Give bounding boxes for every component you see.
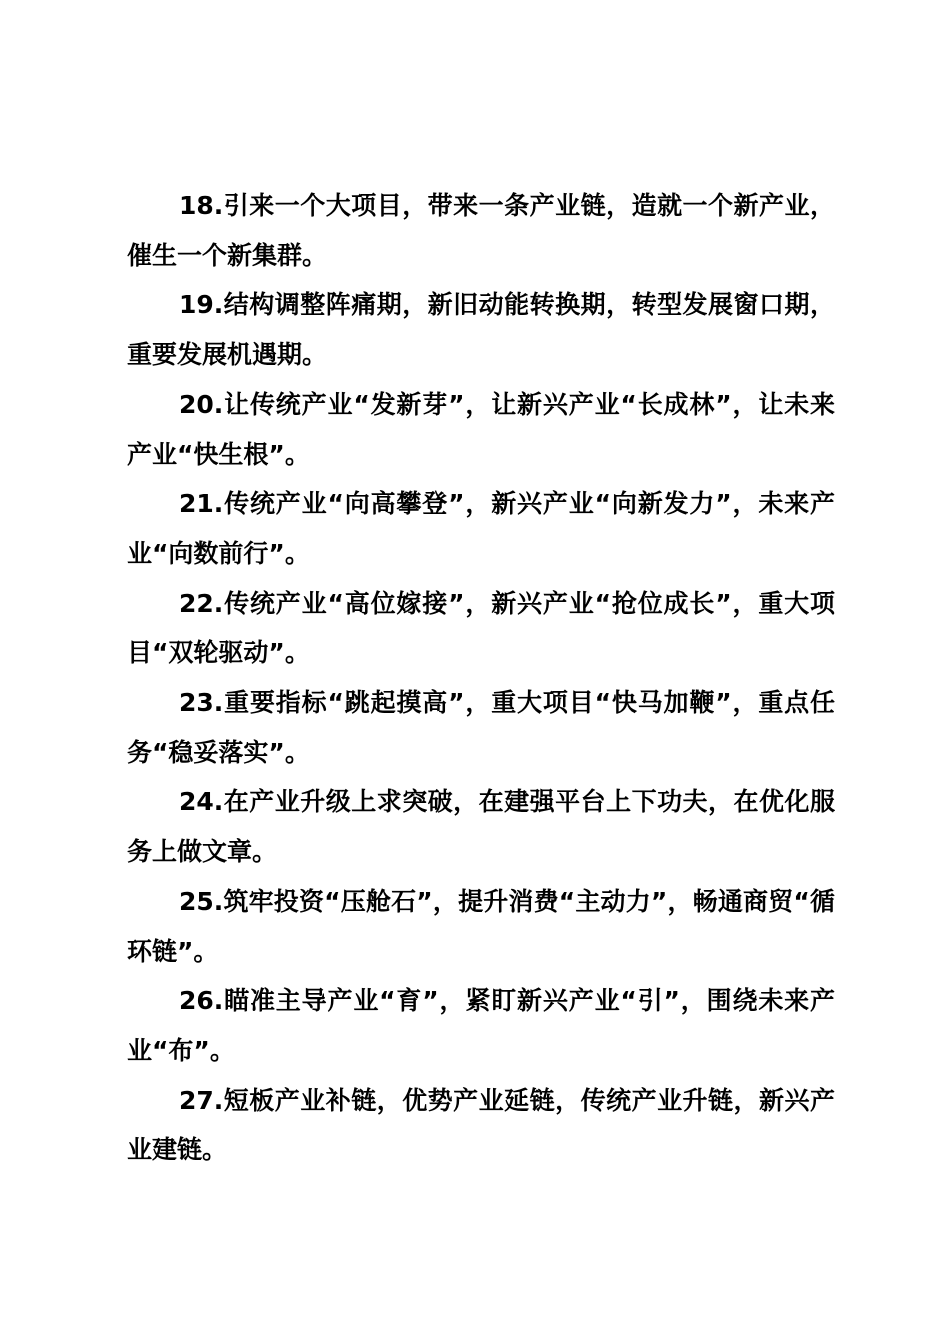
list-item-19: 19.结构调整阵痛期，新旧动能转换期，转型发展窗口期，重要发展机遇期。 xyxy=(127,290,835,370)
list-item-22: 22.传统产业“高位嫁接”，新兴产业“抢位成长”，重大项目“双轮驱动”。 xyxy=(127,588,835,668)
document-body xyxy=(127,181,835,1175)
list-item-27: 27.短板产业补链，优势产业延链，传统产业升链，新兴产业建链。 xyxy=(127,1085,835,1165)
list-item-18: 18.引来一个大项目，带来一条产业链，造就一个新产业，催生一个新集群。 xyxy=(127,191,835,270)
list-item-26: 26.瞄准主导产业“育”，紧盯新兴产业“引”，围绕未来产业“布”。 xyxy=(127,986,835,1065)
list-item-20: 20.让传统产业“发新芽”，让新兴产业“长成林”，让未来产业“快生根”。 xyxy=(127,389,835,469)
list-item-25: 25.筑牢投资“压舱石”，提升消费“主动力”，畅通商贸“循环链”。 xyxy=(127,886,835,966)
list-item-21: 21.传统产业“向高攀登”，新兴产业“向新发力”，未来产业“向数前行”。 xyxy=(127,489,835,568)
list-item-23: 23.重要指标“跳起摸高”，重大项目“快马加鞭”，重点任务“稳妥落实”。 xyxy=(127,688,835,767)
list-item-24: 24.在产业升级上求突破，在建强平台上下功夫，在优化服务上做文章。 xyxy=(127,787,835,867)
